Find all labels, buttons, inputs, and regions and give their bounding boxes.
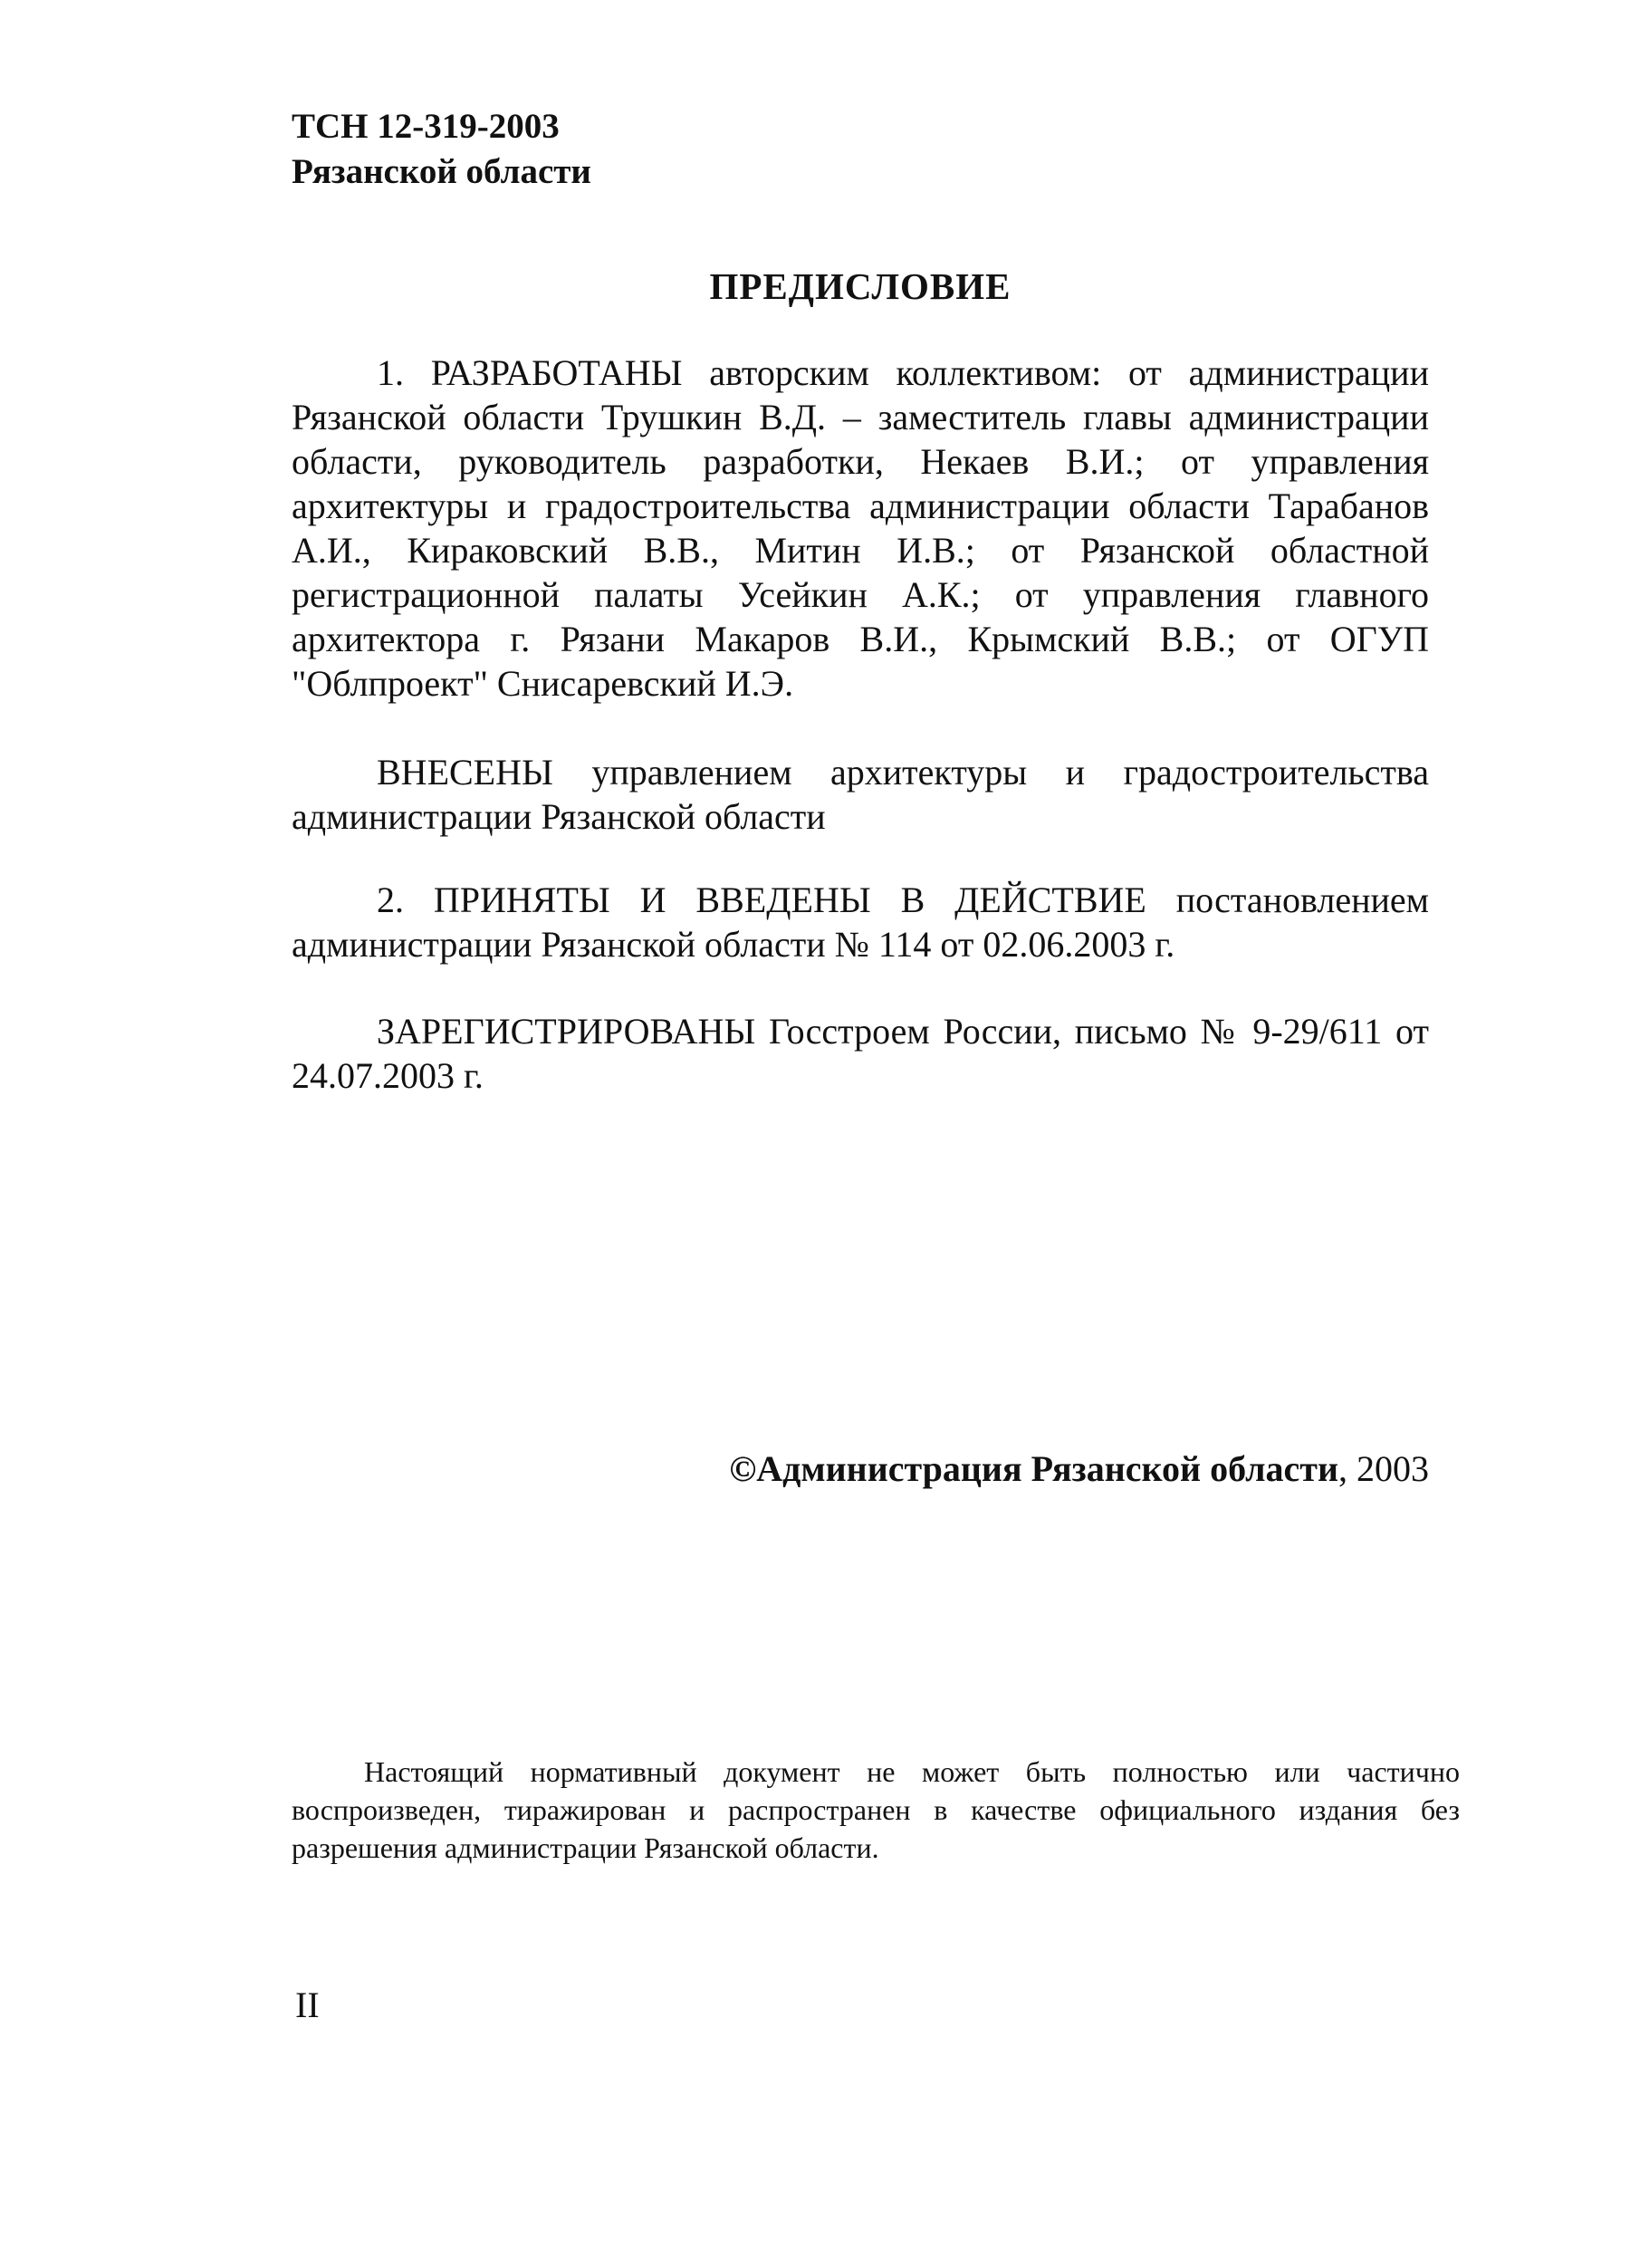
- paragraph-developed: [292, 351, 1429, 706]
- paragraph-submitted-text: ВНЕСЕНЫ управлением архитектуры и градостроительства администрации Рязанской области: [292, 752, 1429, 837]
- paragraph-registered-text: ЗАРЕГИСТРИРОВАНЫ Госстроем России, письмо № 9-29/611 от 24.07.2003 г.: [292, 1011, 1429, 1096]
- copyright-org: ©Администрация Рязанской области: [729, 1448, 1338, 1489]
- reproduction-notice-text: Настоящий нормативный документ не может быть полностью или частично воспроизведен, тиражирован и распространен в качестве официального издания без разрешения администрации Рязанской области.: [292, 1755, 1460, 1864]
- document-region: Рязанской области: [292, 152, 591, 191]
- document-code: ТСН 12-319-2003: [292, 107, 560, 146]
- paragraph-adopted: [292, 878, 1429, 966]
- copyright-line: [292, 1447, 1429, 1490]
- paragraph-submitted: [292, 750, 1429, 839]
- paragraph-adopted-text: 2. ПРИНЯТЫ И ВВЕДЕНЫ В ДЕЙСТВИЕ постановлением администрации Рязанской области № 114 от 02.06.2003 г.: [292, 879, 1429, 965]
- paragraph-registered: [292, 1009, 1429, 1098]
- reproduction-notice: [292, 1753, 1460, 1867]
- document-header: [292, 104, 591, 195]
- page-title: ПРЕДИСЛОВИЕ: [709, 265, 1011, 307]
- paragraph-developed-text: 1. РАЗРАБОТАНЫ авторским коллективом: от администрации Рязанской области Трушкин В.Д. – заместитель главы администрации области, руководитель разработки, Некаев В.И.; от управления архитектуры и градостроительства администрации области Тарабанов А.И., Кираковский В.В., Митин И.В.; от Рязанской областной регистрационной палаты Усейкин А.К.; от управления главного архитектора г. Рязани Макаров В.И., Крымский В.В.; от ОГУП "Облпроект" Снисаревский И.Э.: [292, 352, 1429, 704]
- page-number: II: [295, 1985, 320, 2025]
- copyright-year: , 2003: [1338, 1448, 1429, 1489]
